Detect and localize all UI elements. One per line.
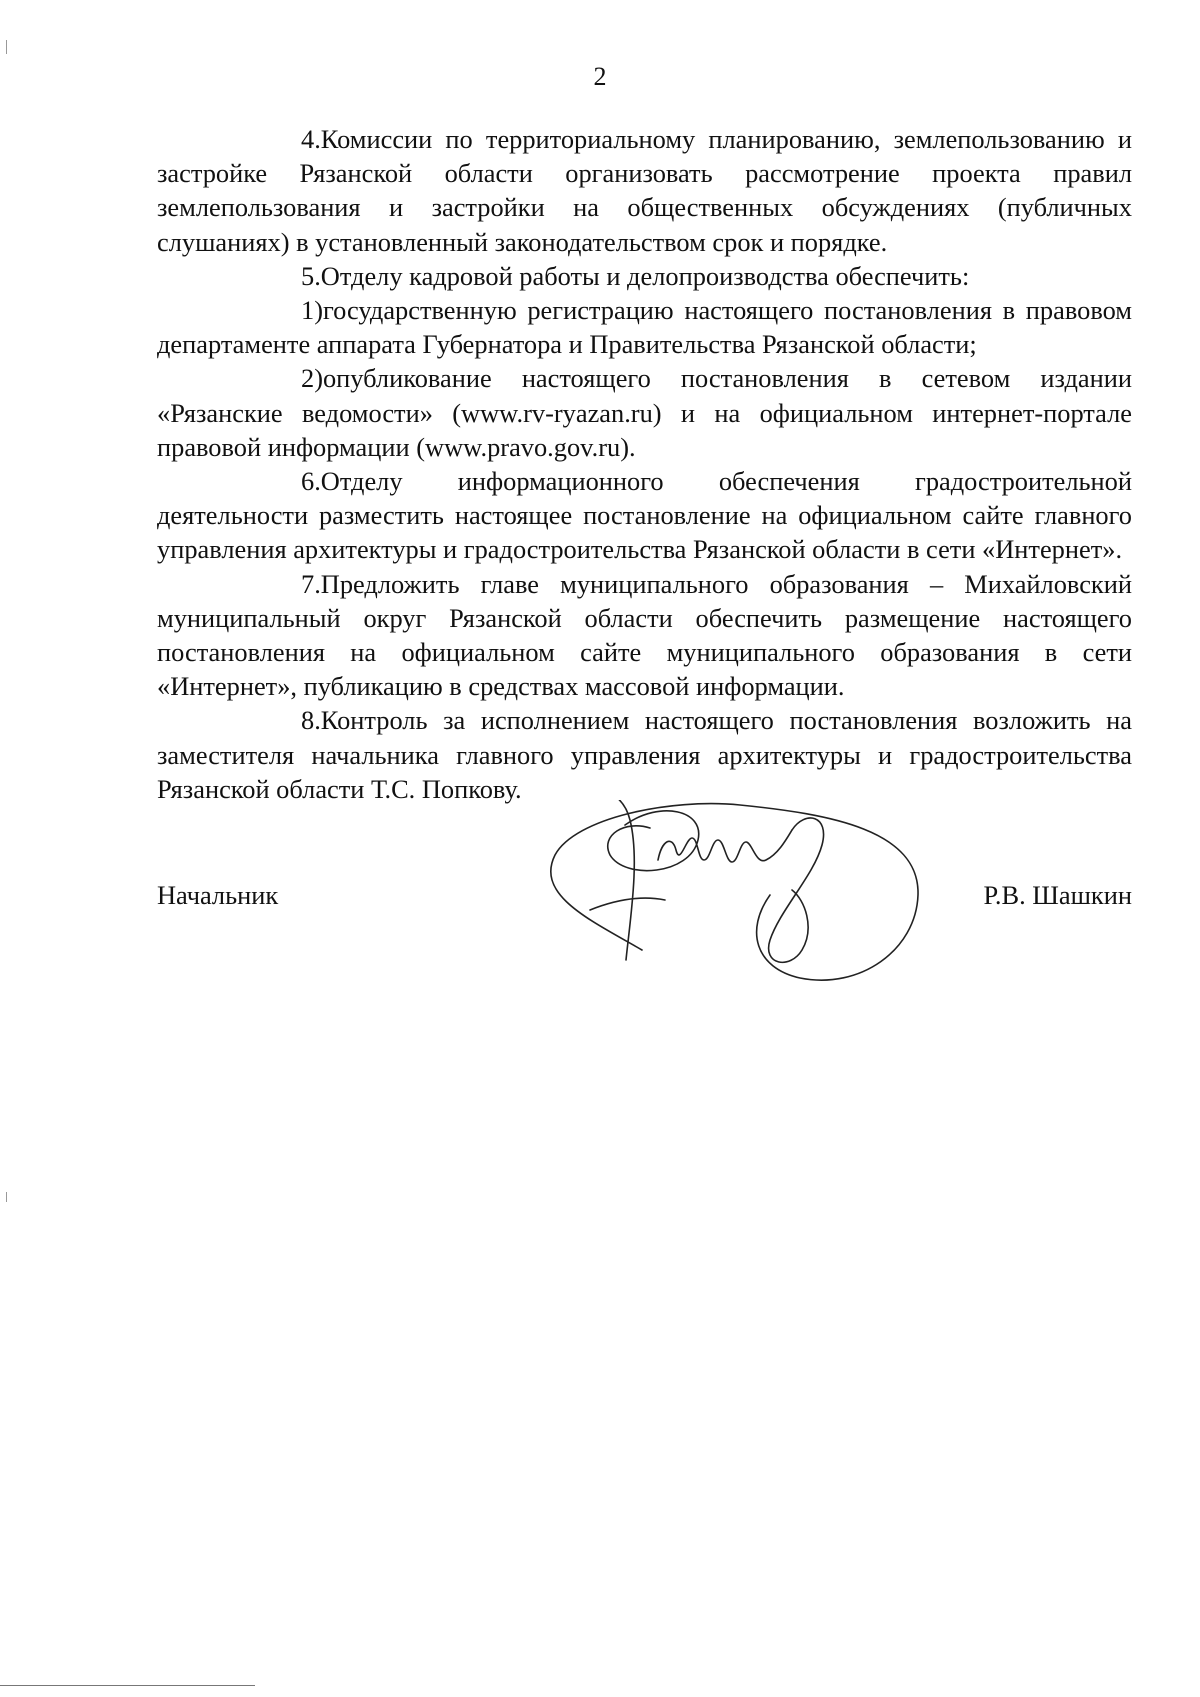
paragraph-text: Отделу кадровой работы и делопроизводства обеспечить:	[320, 260, 970, 291]
paragraph-text: Предложить главе муниципального образования – Михайловский муниципальный округ Рязанской области обеспечить размещение настоящего постановления на официальном сайте муниципального образования в сети «Интернет», публикацию в средствах массовой информации.	[157, 568, 1132, 702]
document-body	[157, 122, 1132, 806]
paragraph-number: 1)	[301, 295, 323, 326]
paragraph-text: Комиссии по территориальному планированию, землепользованию и застройке Рязанской области организовать рассмотрение проекта правил землепользования и застройки на общественных обсуждениях (публичных слушаниях) в установленный законодательством срок и порядке.	[157, 124, 1132, 257]
scan-artifact	[6, 1192, 7, 1202]
signature-block	[157, 880, 1132, 920]
paragraph-text: опубликование настоящего постановления в сетевом издании «Рязанские ведомости» (www.rv-ryazan.ru) и на официальном интернет-портале правовой информации (www.pravo.gov.ru).	[157, 363, 1132, 462]
subparagraph-1	[157, 293, 1132, 361]
paragraph-number: 7.	[301, 568, 321, 599]
paragraph-text: Отделу информационного обеспечения градостроительной деятельности разместить настоящее постановление на официальном сайте главного управления архитектуры и градостроительства Рязанской области в сети «Интернет».	[157, 466, 1132, 565]
signer-position: Начальник	[157, 880, 279, 910]
paragraph-number: 2)	[301, 363, 323, 394]
paragraph-text: государственную регистрацию настоящего постановления в правовом департаменте аппарата Губернатора и Правительства Рязанской области;	[157, 295, 1132, 360]
paragraph-5	[157, 259, 1132, 293]
paragraph-number: 5.	[301, 260, 321, 291]
paragraph-6	[157, 464, 1132, 567]
subparagraph-2	[157, 361, 1132, 464]
paragraph-7	[157, 567, 1132, 704]
signer-name: Р.В. Шашкин	[983, 880, 1132, 910]
paragraph-number: 8.	[301, 705, 321, 736]
paragraph-text: Контроль за исполнением настоящего постановления возложить на заместителя начальника главного управления архитектуры и градостроительства Рязанской области Т.С. Попкову.	[157, 705, 1132, 804]
scan-artifact	[6, 40, 7, 54]
page-number: 2	[593, 62, 607, 91]
paragraph-4	[157, 122, 1132, 259]
paragraph-number: 4.	[301, 124, 321, 154]
scan-artifact	[0, 1685, 255, 1686]
paragraph-8	[157, 703, 1132, 806]
paragraph-number: 6.	[301, 466, 321, 497]
